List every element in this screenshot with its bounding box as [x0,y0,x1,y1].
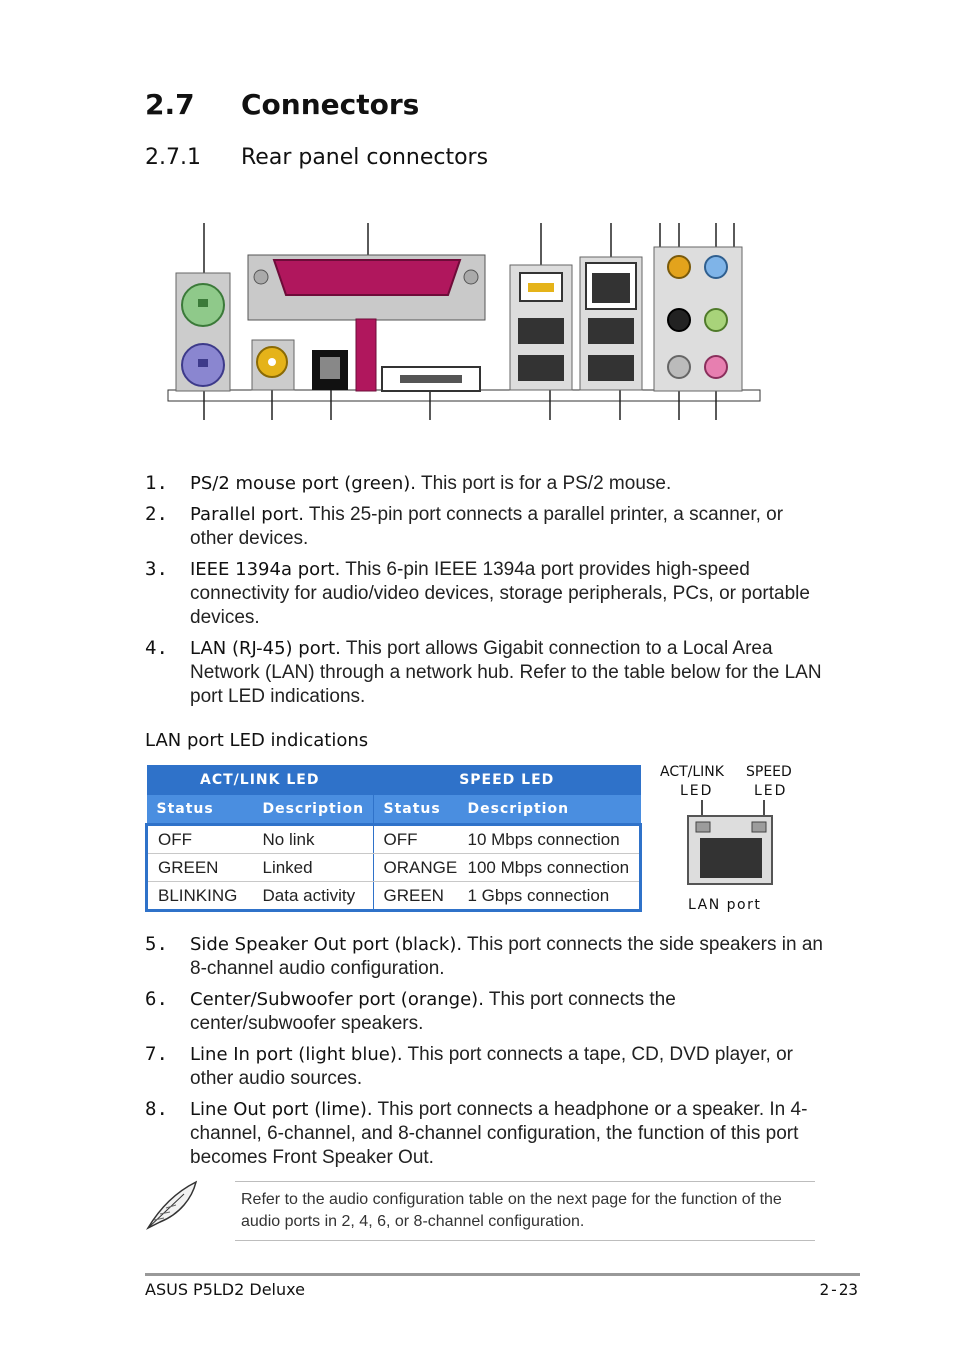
item-label: IEEE 1394a port. [190,559,341,580]
note-rule-bottom [235,1240,815,1241]
speed-led [752,822,766,832]
item-number: 7. [145,1043,168,1065]
section-heading [145,88,419,121]
act-led [696,822,710,832]
item-text: This 25-pin port connects a parallel printer, a scanner, or other devices. [190,504,784,549]
list-item-5 [145,933,825,981]
table-row [147,854,641,882]
list-item-7 [145,1043,825,1091]
ieee1394-usb-stack [510,265,572,390]
table-row [147,882,641,911]
list-item-1 [145,472,825,496]
table-cell: ORANGE [373,854,458,882]
table-cell: GREEN [373,882,458,911]
col-status-1: Status [147,795,253,825]
table-cell: No link [253,825,374,854]
subsection-number: 2.7.1 [145,145,201,170]
table-cell: OFF [373,825,458,854]
item-number: 3. [145,558,168,580]
table-cell: GREEN [147,854,253,882]
table-cell: 10 Mbps connection [458,825,641,854]
act-link-label: ACT/LINK [660,764,724,780]
lan-usb-stack [580,257,642,390]
section-title: Connectors [241,88,420,121]
footer-product-name: ASUS P5LD2 Deluxe [145,1280,305,1299]
line-in-jack [705,256,727,278]
item-label: Center/Subwoofer port (orange). [190,989,484,1010]
list-item-4 [145,637,825,709]
footer-rule [145,1273,860,1276]
lan-port-figure [660,760,805,920]
speed-led-header: SPEED LED [373,765,641,795]
list-item-2 [145,503,825,551]
lan-led-table [145,765,642,912]
table-cell: Data activity [262,885,356,905]
item-label: Line In port (light blue). [190,1044,403,1065]
mic-jack [705,356,727,378]
item-number: 2. [145,503,168,525]
esata-port [382,367,480,391]
item-text: This port connects the center/subwoofer speakers. [190,989,676,1034]
item-label: Parallel port. [190,504,304,525]
speed-led-label: LED [754,783,788,799]
note-rule-top [235,1181,815,1182]
item-number: 8. [145,1098,168,1120]
rear-panel-diagram [160,215,770,430]
section-number: 2.7 [145,88,195,121]
footer-page-number: 2-23 [819,1280,858,1299]
line-out-jack [705,309,727,331]
item-number: 5. [145,933,168,955]
list-item-8 [145,1098,825,1170]
item-number: 1. [145,472,168,494]
item-text: This port is for a PS/2 mouse. [416,473,672,494]
speed-label: SPEED [746,764,792,780]
lan-port-caption: LAN port [688,897,762,913]
subsection-heading [145,145,488,170]
note-feather-icon [140,1178,202,1234]
center-subwoofer-jack [668,256,690,278]
item-text: This port connects the side speakers in an 8-channel audio configuration. [190,934,823,979]
side-speaker-jack [668,309,690,331]
item-label: Side Speaker Out port (black). [190,934,463,955]
item-label: Line Out port (lime). [190,1099,373,1120]
item-label: LAN (RJ-45) port. [190,638,341,659]
act-link-led-header: ACT/LINK LED [147,765,374,795]
item-number: 4. [145,637,168,659]
ps2-ports [176,273,230,391]
audio-jacks [654,247,742,391]
lan-led-section-title: LAN port LED indications [145,730,369,751]
table-row [147,825,641,854]
table-cell: Linked [253,854,374,882]
table-cell: 100 Mbps connection [458,854,641,882]
list-item-3 [145,558,825,630]
table-cell: OFF [147,825,253,854]
list-item-6 [145,988,825,1036]
rear-speaker-jack [668,356,690,378]
item-label: PS/2 mouse port (green). [190,473,417,494]
note-text: Refer to the audio configuration table on the next page for the function of the audio ports in 2, 4, 6, or 8-channel configuration. [241,1191,782,1230]
item-text: This 6-pin IEEE 1394a port provides high-speed connectivity for audio/video devices, storage peripherals, PCs, or portable devices. [190,559,810,628]
col-description-2: Description [458,795,641,825]
col-description-1: Description [253,795,374,825]
item-text: This port connects a headphone or a speaker. In 4-channel, 6-channel, and 8-channel configuration, the function of this port becomes Front Speaker Out. [190,1099,808,1168]
act-led-label: LED [680,783,714,799]
subsection-title: Rear panel connectors [241,145,489,170]
item-text: This port allows Gigabit connection to a Local Area Network (LAN) through a network hub. Refer to the table below for the LAN port LED indications. [190,638,822,707]
col-status-2: Status [373,795,458,825]
spdif-ports [252,340,348,390]
table-cell: BLINKING [158,885,238,905]
item-number: 6. [145,988,168,1010]
table-cell: 1 Gbps connection [467,885,610,905]
item-text: This port connects a tape, CD, DVD player, or other audio sources. [190,1044,793,1089]
